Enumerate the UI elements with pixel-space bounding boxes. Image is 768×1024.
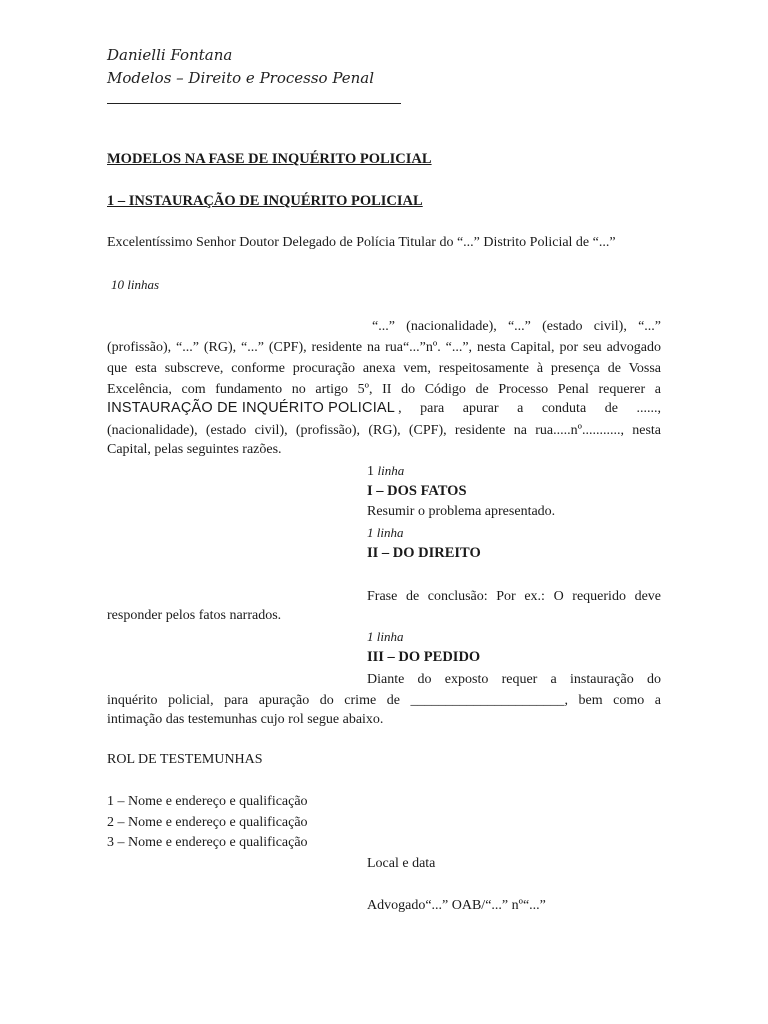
- spacing-note-1-line: [367, 463, 404, 480]
- header-rule: [107, 103, 401, 104]
- spacing-note-1-line: 1 linha: [367, 525, 404, 540]
- witness-item: 2 – Nome e endereço e qualificação: [107, 815, 308, 830]
- spacing-word: linha: [377, 463, 405, 478]
- intro-paragraph-line: (nacionalidade), (estado civil), (profissão), (RG), (CPF), residente na rua.....nº..........., nesta: [107, 423, 661, 438]
- intro-line-tail: , para apurar a conduta de ......,: [398, 401, 661, 416]
- spacing-note-10-lines: 10 linhas: [111, 277, 160, 292]
- intro-paragraph-line: [107, 400, 661, 417]
- header-author: Danielli Fontana: [107, 46, 233, 64]
- section-title: 1 – INSTAURAÇÃO DE INQUÉRITO POLICIAL: [107, 193, 423, 209]
- request-paragraph-line: intimação das testemunhas cujo rol segue abaixo.: [107, 712, 384, 727]
- witness-item: 3 – Nome e endereço e qualificação: [107, 835, 308, 850]
- intro-paragraph-line: que esta subscreve, conforme procuração anexa vem, respeitosamente à presença de Vossa: [107, 361, 661, 376]
- law-heading: II – DO DIREITO: [367, 545, 481, 561]
- intro-paragraph-line: Excelência, com fundamento no artigo 5º, II do Código de Processo Penal requerer a: [107, 382, 661, 397]
- facts-heading: I – DOS FATOS: [367, 483, 467, 499]
- signature-line: Advogado“...” OAB/“...” nº“...”: [367, 898, 546, 913]
- spacing-note-1-line: 1 linha: [367, 629, 404, 644]
- request-heading: III – DO PEDIDO: [367, 649, 481, 665]
- request-paragraph-line: inquérito policial, para apuração do crime de ______________________, bem como a: [107, 693, 661, 708]
- intro-paragraph-line: (profissão), “...” (RG), “...” (CPF), residente na rua“...”nº. “...”, nesta Capital, por seu advogado: [107, 340, 661, 355]
- document-title: MODELOS NA FASE DE INQUÉRITO POLICIAL: [107, 151, 432, 167]
- place-date: Local e data: [367, 856, 436, 871]
- header-subtitle: Modelos – Direito e Processo Penal: [107, 69, 375, 87]
- spacing-number: 1: [367, 464, 374, 479]
- request-type-emphasis: INSTAURAÇÃO DE INQUÉRITO POLICIAL: [107, 400, 396, 416]
- addressee-line: Excelentíssimo Senhor Doutor Delegado de Polícia Titular do “...” Distrito Policial de “...”: [107, 235, 616, 250]
- witness-list-title: ROL DE TESTEMUNHAS: [107, 752, 263, 767]
- conclusion-line: responder pelos fatos narrados.: [107, 608, 282, 623]
- facts-text: Resumir o problema apresentado.: [367, 504, 556, 519]
- intro-paragraph-line: Capital, pelas seguintes razões.: [107, 442, 282, 457]
- witness-item: 1 – Nome e endereço e qualificação: [107, 794, 308, 809]
- conclusion-line: Frase de conclusão: Por ex.: O requerido deve: [367, 589, 661, 604]
- intro-paragraph-line: “...” (nacionalidade), “...” (estado civil), “...”: [372, 319, 661, 334]
- request-paragraph-line: Diante do exposto requer a instauração do: [367, 672, 661, 687]
